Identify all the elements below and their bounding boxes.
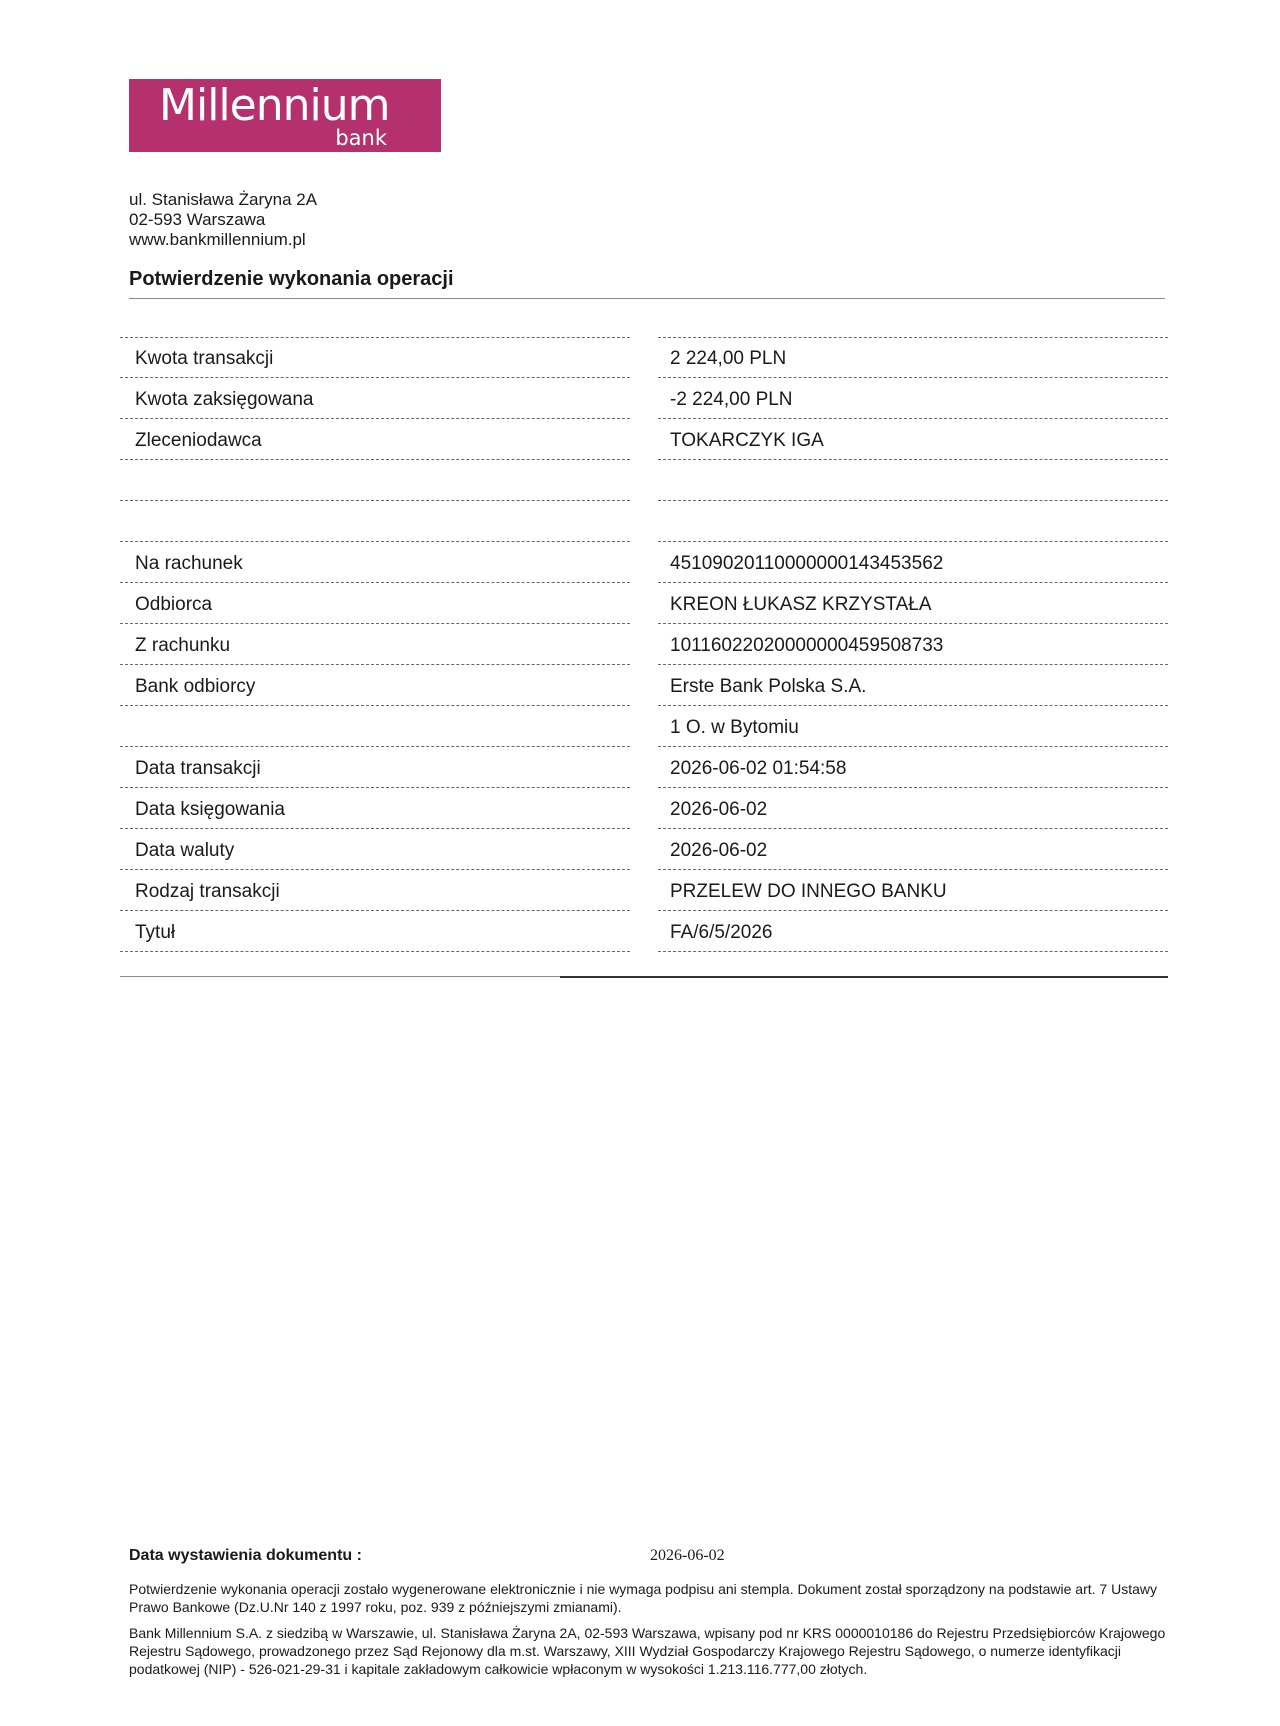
row-label: Data transakcji [120,748,630,788]
table-row [120,502,1168,543]
table-row [120,584,1168,625]
row-value: KREON ŁUKASZ KRZYSTAŁA [658,584,1168,624]
footer-note: Potwierdzenie wykonania operacji zostało wygenerowane elektronicznie i nie wymaga podpisu ani stempla. Dokument został sporządzony na podstawie art. 7 Ustawy Prawo Bankowe (Dz.U.Nr 140 z 1997 roku, poz. 939 z późniejszymi zmianami). [129,1581,1157,1615]
row-label: Kwota zaksięgowana [120,379,630,419]
row-label: Kwota transakcji [120,338,630,378]
table-row [120,461,1168,502]
address-street: ul. Stanisława Żaryna 2A [129,190,318,209]
table-row [120,379,1168,420]
bank-logo [129,79,441,152]
row-label [120,461,630,501]
row-label: Data księgowania [120,789,630,829]
row-value: 1 O. w Bytomiu [658,707,1168,747]
row-value: 10116022020000000459508733 [658,625,1168,665]
transaction-details-table [120,338,1168,953]
row-value: FA/6/5/2026 [658,912,1168,952]
row-value: 2026-06-02 [658,830,1168,870]
row-value [658,461,1168,501]
row-value: -2 224,00 PLN [658,379,1168,419]
table-row [120,338,1168,379]
table-row [120,543,1168,584]
row-label [120,707,630,747]
bank-address [129,190,317,250]
row-value: 2026-06-02 [658,789,1168,829]
issue-date-label: Data wystawienia dokumentu : [129,1547,362,1564]
table-row [120,830,1168,871]
row-label [120,502,630,542]
row-label: Zleceniodawca [120,420,630,460]
table-row [120,707,1168,748]
row-label: Rodzaj transakcji [120,871,630,911]
row-value: TOKARCZYK IGA [658,420,1168,460]
table-row [120,789,1168,830]
title-divider [129,298,1165,299]
table-row [120,420,1168,461]
row-label: Odbiorca [120,584,630,624]
footer-legal: Bank Millennium S.A. z siedzibą w Warszawie, ul. Stanisława Żaryna 2A, 02-593 Warszawa, wpisany pod nr KRS 0000010186 do Rejestru Przedsiębiorców Krajowego Rejestru Sądowego, prowadzonego przez Sąd Rejonowy dla m.st. Warszawy, XIII Wydział Gospodarczy Krajowego Rejestru Sądowego, o numerze identyfikacji podatkowej (NIP) - 526-021-29-31 i kapitale zakładowym całkowicie wpłaconym w wysokości 1.213.116.777,00 złotych. [129,1625,1166,1677]
row-label: Na rachunek [120,543,630,583]
row-value: 2026-06-02 01:54:58 [658,748,1168,788]
address-city: 02-593 Warszawa [129,210,266,229]
row-value: 2 224,00 PLN [658,338,1168,378]
row-label: Tytuł [120,912,630,952]
row-label: Bank odbiorcy [120,666,630,706]
row-value: Erste Bank Polska S.A. [658,666,1168,706]
issue-date-value: 2026-06-02 [650,1547,725,1564]
row-value: PRZELEW DO INNEGO BANKU [658,871,1168,911]
table-row [120,748,1168,789]
address-website: www.bankmillennium.pl [129,230,306,249]
table-bottom-rule-right [560,976,1168,978]
page-title: Potwierdzenie wykonania operacji [129,268,454,290]
row-value [658,502,1168,542]
logo-brand: Millennium [159,80,390,131]
table-row [120,666,1168,707]
row-value: 45109020110000000143453562 [658,543,1168,583]
table-row [120,625,1168,666]
logo-sub: bank [335,126,387,150]
row-label: Data waluty [120,830,630,870]
table-row [120,912,1168,953]
row-label: Z rachunku [120,625,630,665]
table-row [120,871,1168,912]
